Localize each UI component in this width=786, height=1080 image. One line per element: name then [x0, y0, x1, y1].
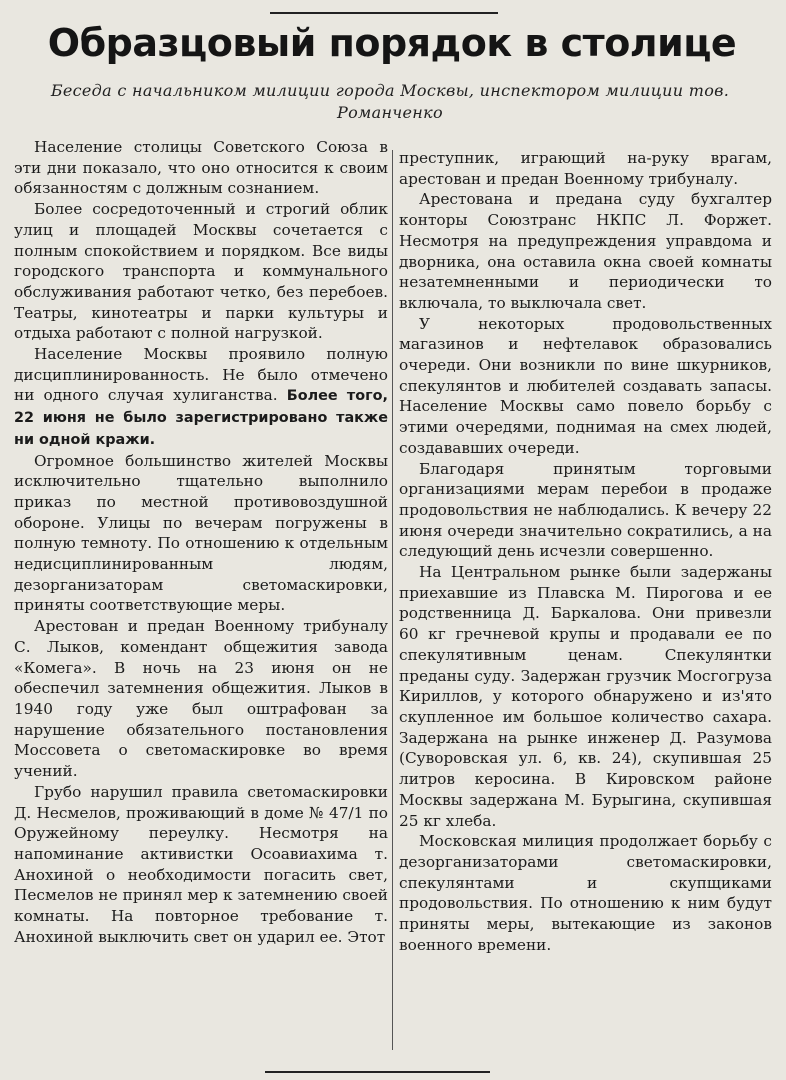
article-headline: Образцовый порядок в столице [47, 21, 737, 65]
paragraph [14, 344, 388, 451]
paragraph [399, 459, 772, 563]
paragraph-text: Население столицы Советского Союза в эти дни показало, что оно относится к своим обязанностям с должным сознанием. [14, 138, 388, 198]
left-column [14, 137, 388, 947]
paragraph [14, 782, 388, 948]
paragraph-text: Благодаря принятым торговыми организациями мерам перебои в продаже продовольствия не наблюдались. К вечеру 22 июня очереди значительно сократились, а на следующий день исчезли совершенно. [399, 459, 772, 561]
paragraph-text: Арестована и предана суду бухгалтер конторы Союзтранс НКПС Л. Форжет. Несмотря на предупреждения управдома и дворника, она оставила окна своей комнаты незатемненными и периодически то включала, то выключала свет. [399, 190, 772, 312]
paragraph [399, 314, 772, 459]
paragraph [14, 137, 388, 199]
paragraph-text: Арестован и предан Военному трибуналу С. Лыков, комендант общежития завода «Комега». В ночь на 23 июня он не обеспечил затемнения общежития. Лыков в 1940 году уже был оштрафован за нарушение обязательного постановления Моссовета о светомаскировке во время учений. [14, 617, 388, 781]
paragraph-text: На Центральном рынке были задержаны приехавшие из Плавска М. Пирогова и ее родственница Д. Баркалова. Они привезли 60 кг гречневой крупы и продавали ее по спекулятивным ценам. Спекулянтки преданы суду. Задержан грузчик Мосгогруза Кириллов, у которого обнаружено и из'ято скупленное им большое количество сахара. Задержана на рынке инженер Д. Разумова (Суворовская ул. 6, кв. 24), скупившая 25 литров керосина. В Кировском районе Москвы задержана М. Бурыгина, скупившая 25 кг хлеба. [399, 563, 772, 830]
paragraph [14, 616, 388, 782]
paragraph [399, 562, 772, 831]
article-subhead: Беседа с начальником милиции города Москвы, инспектором милиции тов. Романченко [50, 81, 730, 122]
paragraph-text: преступник, играющий на-руку врагам, арестован и предан Военному трибуналу. [399, 149, 772, 188]
paragraph-text: Московская милиция продолжает борьбу с дезорганизаторами светомаскировки, спекулянтами и скупщиками продовольствия. По отношению к ним будут приняты меры, вытекающие из законов военного времени. [399, 832, 772, 954]
paragraph-text: Грубо нарушил правила светомаскировки Д. Несмелов, проживающий в доме № 47/1 по Оружейному переулку. Несмотря на напоминание активистки Осоавиахима т. Анохиной о необходимости погасить свет, Песмелов не принял мер к затемнению своей комнаты. На повторное требование т. Анохиной выключить свет он ударил ее. Этот [14, 782, 388, 946]
paragraph [399, 831, 772, 955]
right-column [399, 148, 772, 955]
paragraph [399, 148, 772, 189]
paragraph [399, 189, 772, 313]
emphasized-text: Более того, 22 июня не было зарегистрировано также ни одной кражи. [14, 388, 388, 448]
paragraph [14, 451, 388, 617]
paragraph-text: У некоторых продовольственных магазинов и нефтелавок образовались очереди. Они возникли по вине шкурников, спекулянтов и любителей создавать запасы. Население Москвы само повело борьбу с этими очередями, поднимая на смех людей, создававших очереди. [399, 314, 772, 457]
paragraph-text: Население Москвы проявило полную дисциплинированность. Не было отмечено ни одного случая хулиганства. [14, 345, 388, 405]
paragraph [14, 199, 388, 344]
paragraph-text: Огромное большинство жителей Москвы исключительно тщательно выполнило приказ по местной противовоздушной обороне. Улицы по вечерам погружены в полную темноту. По отношению к отдельным недисциплинированным людям, дезорганизаторам светомаскировки, приняты соответствующие меры. [14, 451, 388, 615]
top-rule [270, 12, 498, 14]
bottom-rule [265, 1071, 490, 1073]
column-divider [392, 150, 393, 1050]
paragraph-text: Более сосредоточенный и строгий облик улиц и площадей Москвы сочетается с полным спокойствием и порядком. Все виды городского транспорта и коммунального обслуживания работают четко, без перебоев. Театры, кинотеатры и парки культуры и отдыха работают с полной нагрузкой. [14, 200, 388, 343]
